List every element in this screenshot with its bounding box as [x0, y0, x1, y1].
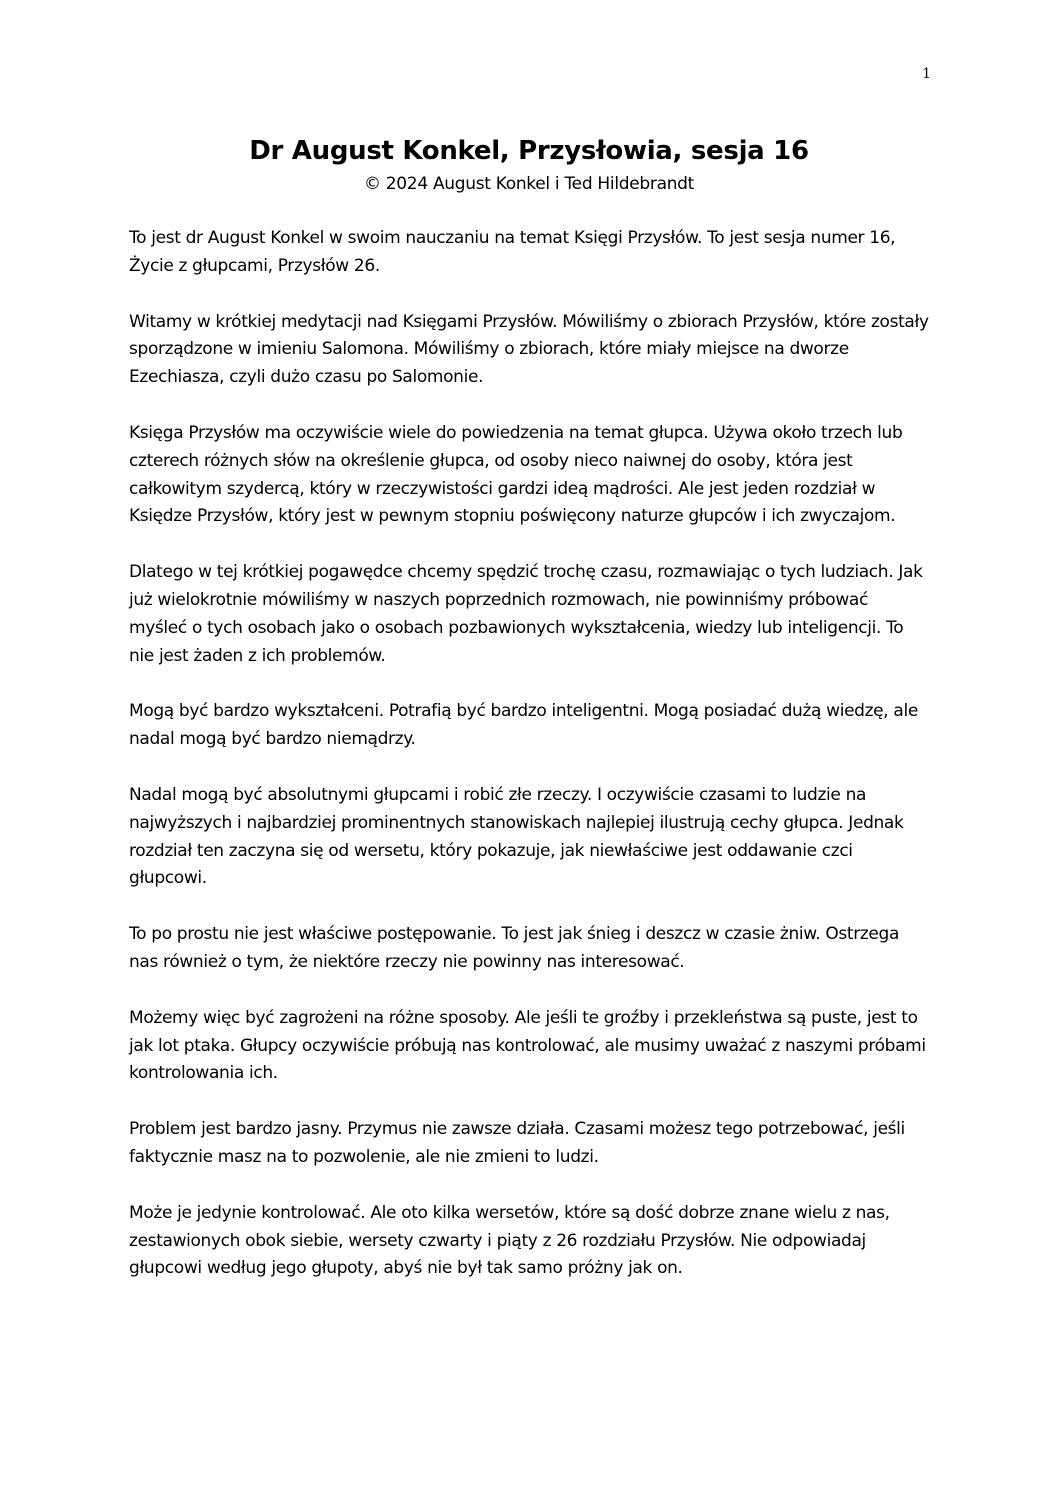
paragraph-intro: To jest dr August Konkel w swoim nauczaniu na temat Księgi Przysłów. To jest sesja numer 16, Życie z głupcami, Przysłów 26.: [129, 228, 896, 276]
paragraph: Dlatego w tej krótkiej pogawędce chcemy spędzić trochę czasu, rozmawiając o tych ludziach. Jak już wielokrotnie mówiliśmy w naszych poprzednich rozmowach, nie powinniśmy próbować myśleć o tych osobach jako o osobach pozbawionych wykształcenia, wiedzy lub inteligencji. To nie jest żaden z ich problemów.: [129, 562, 923, 666]
page-number: 1: [922, 66, 931, 82]
paragraph: Księga Przysłów ma oczywiście wiele do powiedzenia na temat głupca. Używa około trzech lub czterech różnych słów na określenie głupca, od osoby nieco naiwnej do osoby, która jest całkowitym szydercą, który w rzeczywistości gardzi ideą mądrości. Ale jest jeden rozdział w Księdze Przysłów, który jest w pewnym stopniu poświęcony naturze głupców i ich zwyczajom.: [129, 422, 903, 527]
document-title: Dr August Konkel, Przysłowia, sesja 16: [249, 136, 809, 166]
paragraph: Może je jedynie kontrolować. Ale oto kilka wersetów, które są dość dobrze znane wielu z nas, zestawionych obok siebie, wersety czwarty i piąty z 26 rozdziału Przysłów. Nie odpowiadaj głupcowi według jego głupoty, abyś nie był tak samo próżny jak on.: [129, 1202, 890, 1279]
paragraph: Witamy w krótkiej medytacji nad Księgami Przysłów. Mówiliśmy o zbiorach Przysłów, które zostały sporządzone w imieniu Salomona. Mówiliśmy o zbiorach, które miały miejsce na dworze Ezechiasza, czyli dużo czasu po Salomonie.: [129, 311, 929, 388]
paragraph: Możemy więc być zagrożeni na różne sposoby. Ale jeśli te groźby i przekleństwa są puste, jest to jak lot ptaka. Głupcy oczywiście próbują nas kontrolować, ale musimy uważać z naszymi próbami kontrolowania ich.: [129, 1007, 926, 1084]
copyright-line: © 2024 August Konkel i Ted Hildebrandt: [363, 174, 695, 194]
document-body: [129, 225, 929, 1311]
paragraph: Nadal mogą być absolutnymi głupcami i robić złe rzeczy. I oczywiście czasami to ludzie na najwyższych i najbardziej prominentnych stanowiskach najlepiej ilustrują cechy głupca. Jednak rozdział ten zaczyna się od wersetu, który pokazuje, jak niewłaściwe jest oddawanie czci głupcowi.: [129, 784, 904, 889]
paragraph: To po prostu nie jest właściwe postępowanie. To jest jak śnieg i deszcz w czasie żniw. Ostrzega nas również o tym, że niektóre rzeczy nie powinny nas interesować.: [129, 924, 900, 972]
paragraph: Mogą być bardzo wykształceni. Potrafią być bardzo inteligentni. Mogą posiadać dużą wiedzę, ale nadal mogą być bardzo niemądrzy.: [129, 701, 918, 750]
paragraph: Problem jest bardzo jasny. Przymus nie zawsze działa. Czasami możesz tego potrzebować, jeśli faktycznie masz na to pozwolenie, ale nie zmieni to ludzi.: [129, 1119, 905, 1167]
